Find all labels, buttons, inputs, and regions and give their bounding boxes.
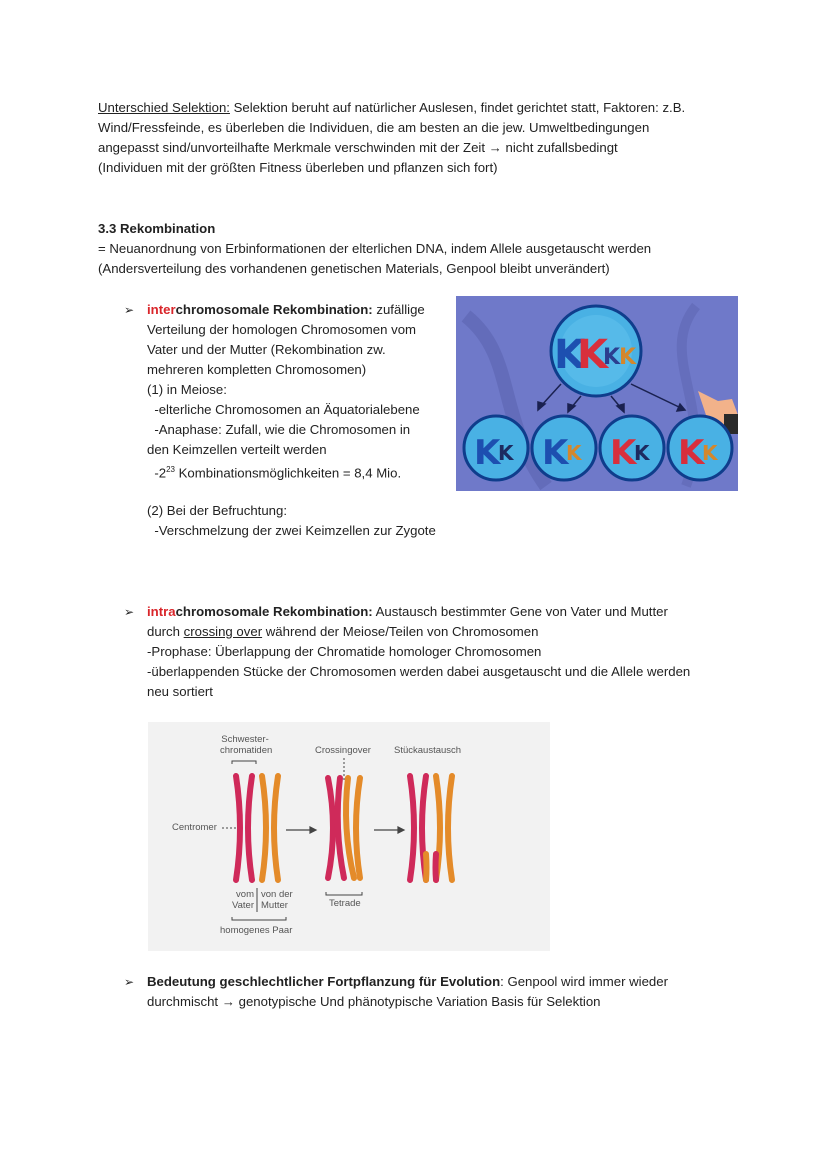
label-crossingover: Crossingover — [315, 745, 371, 756]
inter-line-8: den Keimzellen verteilt werden — [147, 442, 327, 457]
inter-line-3: Vater und der Mutter (Rekombination zw. — [147, 342, 386, 357]
intra-line-4: -überlappenden Stücke der Chromosomen werden dabei ausgetauscht und die Allele werden — [147, 664, 691, 679]
svg-text:K: K — [678, 433, 705, 473]
evolution-line-2: durchmischt → genotypische Und phänotypische Variation Basis für Selektion — [147, 994, 601, 1009]
inter-line-4: mehreren kompletten Chromosomen) — [147, 362, 367, 377]
label-stueckaustausch: Stückaustausch — [394, 745, 462, 756]
svg-text:K: K — [702, 441, 718, 465]
evolution-title: Bedeutung geschlechtlicher Fortpflanzung für Evolution — [147, 974, 501, 989]
selection-line-4: (Individuen mit der größten Fitness überleben und pflanzen sich fort) — [98, 160, 498, 175]
label-tetrade: Tetrade — [329, 898, 361, 909]
evolution-title-line: Bedeutung geschlechtlicher Fortpflanzung für Evolution: Genpool wird immer wieder — [147, 974, 668, 989]
label-von-der-mutter: von der Mutter — [261, 889, 293, 911]
bullet-arrow-icon: ➢ — [124, 605, 135, 619]
crossing-over-diagram — [148, 722, 550, 951]
inter-line-11: -Verschmelzung der zwei Keimzellen zur Zygote — [147, 523, 436, 538]
svg-text:K: K — [542, 433, 569, 473]
selection-line-1: Unterschied Selektion: Selektion beruht auf natürlicher Auslesen, findet gerichtet statt, Faktoren: z.B. — [98, 100, 686, 115]
intra-title-line: intrachromosomale Rekombination: Austausch bestimmter Gene von Vater und Mutter — [147, 604, 668, 619]
intra-prefix: intra — [147, 604, 176, 619]
inter-title-line: interchromosomale Rekombination: zufällige — [147, 302, 425, 317]
inter-line-9: $-2^{23}$ Kombinationsmöglichkeiten = 8,4 Mio. — [147, 465, 402, 481]
inter-line-6: -elterliche Chromosomen an Äquatorialebene — [147, 402, 420, 417]
svg-text:K: K — [566, 441, 582, 465]
intra-line-2: durch crossing over während der Meiose/Teilen von Chromosomen — [147, 624, 539, 639]
section-definition-2: (Andersverteilung des vorhandenen genetischen Materials, Genpool bleibt unverändert) — [98, 261, 610, 276]
inter-line-5: (1) in Meiose: — [147, 382, 227, 397]
svg-text:K: K — [554, 332, 585, 378]
inter-line-10: (2) Bei der Befruchtung: — [147, 503, 288, 518]
intra-line-3: -Prophase: Überlappung der Chromatide homologer Chromosomen — [147, 644, 542, 659]
svg-text:K: K — [498, 441, 514, 465]
label-homogenes-paar: homogenes Paar — [220, 925, 293, 936]
chromosome-distribution-figure — [456, 296, 738, 491]
selection-line-2: Wind/Fressfeinde, es überleben die Individuen, die am besten an die jew. Umweltbedingungen — [98, 120, 650, 135]
svg-text:K: K — [577, 332, 608, 378]
inter-line-7: -Anaphase: Zufall, wie die Chromosomen in — [147, 422, 411, 437]
crossing-over-term: crossing over — [183, 624, 263, 639]
svg-text:K: K — [603, 345, 621, 370]
svg-text:K: K — [619, 345, 637, 370]
svg-text:K: K — [634, 441, 650, 465]
label-vom-vater: vom Vater — [231, 889, 254, 911]
section-title: 3.3 Rekombination — [98, 221, 216, 236]
intra-line-5: neu sortiert — [147, 684, 213, 699]
section-definition-1: = Neuanordnung von Erbinformationen der elterlichen DNA, indem Allele ausgetauscht werden — [98, 241, 652, 256]
label-centromer: Centromer — [172, 822, 217, 833]
bullet-arrow-icon: ➢ — [124, 303, 135, 317]
label-sister-chromatids: Schwester- chromatiden — [220, 734, 273, 756]
selection-line-3: angepasst sind/unvorteilhafte Merkmale verschwinden mit der Zeit → nicht zufallsbedingt — [98, 140, 618, 155]
selection-heading: Unterschied Selektion: — [98, 100, 230, 115]
inter-prefix: inter — [147, 302, 176, 317]
svg-text:K: K — [610, 433, 637, 473]
inter-line-2: Verteilung der homologen Chromosomen vom — [147, 322, 417, 337]
crossing-over-figure — [148, 722, 550, 951]
svg-text:K: K — [474, 433, 501, 473]
bullet-arrow-icon: ➢ — [124, 975, 135, 989]
